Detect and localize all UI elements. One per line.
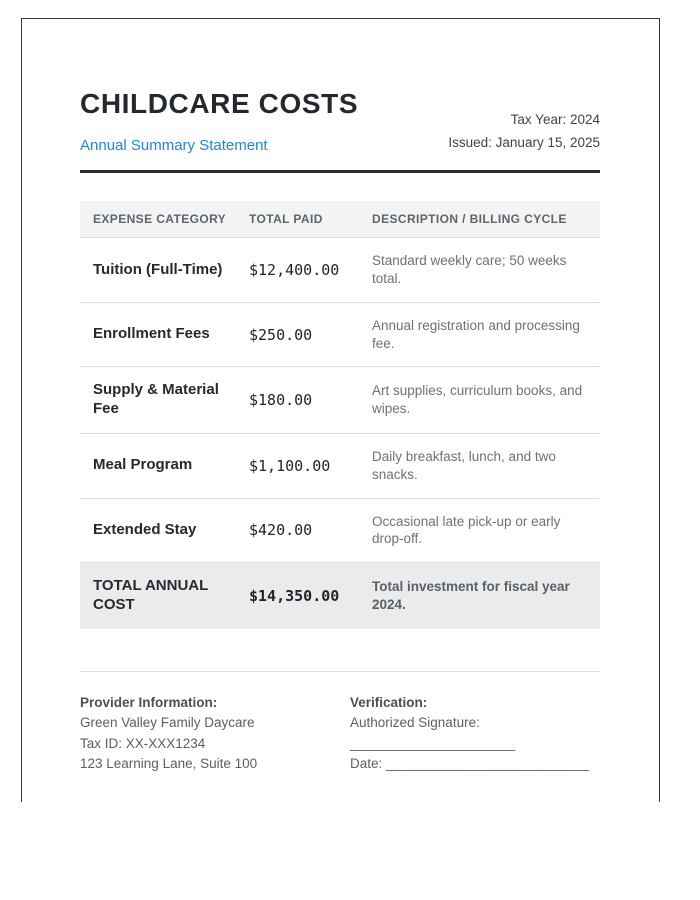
header-left <box>80 89 358 155</box>
expense-table <box>80 201 600 629</box>
total-label: TOTAL ANNUAL COST <box>80 563 245 629</box>
expense-category: Tuition (Full-Time) <box>93 260 223 278</box>
expense-category: Supply & Material Fee <box>80 367 245 434</box>
table-row <box>80 367 600 434</box>
document-page <box>21 18 660 802</box>
provider-info-block <box>80 693 350 775</box>
expense-amount: $250.00 <box>245 302 368 367</box>
expense-amount: $180.00 <box>245 367 368 434</box>
expense-category: Enrollment Fees <box>80 302 245 367</box>
table-row <box>80 238 600 303</box>
expense-description: Art supplies, curriculum books, and wipes. <box>368 367 600 434</box>
document-header <box>80 89 600 155</box>
header-divider <box>80 170 600 173</box>
table-header-row <box>80 201 600 238</box>
expense-amount: $1,100.00 <box>245 433 368 498</box>
col-header-total-paid: TOTAL PAID <box>245 201 368 238</box>
document-footer <box>80 693 600 775</box>
expense-category: Extended Stay <box>80 498 245 563</box>
expense-amount: $12,400.00 <box>249 261 340 279</box>
expense-description: Standard weekly care; 50 weeks total. <box>372 253 567 286</box>
date-line: ___________________________ <box>386 756 589 772</box>
provider-name: Green Valley Family Daycare <box>80 715 255 731</box>
table-row <box>80 302 600 367</box>
document-subtitle: Annual Summary Statement <box>80 137 268 154</box>
provider-info-heading: Provider Information: <box>80 694 218 710</box>
total-amount: $14,350.00 <box>245 563 368 629</box>
expense-description: Daily breakfast, lunch, and two snacks. <box>368 433 600 498</box>
footer-divider <box>80 671 600 672</box>
expense-description: Occasional late pick-up or early drop-off. <box>368 498 600 563</box>
total-row <box>80 563 600 629</box>
issued-date-label: Issued: January 15, 2025 <box>448 135 600 150</box>
authorized-signature-label: Authorized Signature: <box>350 715 480 731</box>
provider-address: 123 Learning Lane, Suite 100 <box>80 756 258 772</box>
tax-year-label: Tax Year: 2024 <box>510 112 600 127</box>
verification-heading: Verification: <box>350 694 428 710</box>
signature-line: ______________________ <box>350 735 516 751</box>
page-title: CHILDCARE COSTS <box>80 88 359 119</box>
col-header-expense-category: EXPENSE CATEGORY <box>80 201 245 238</box>
expense-amount: $420.00 <box>245 498 368 563</box>
header-meta <box>448 108 600 155</box>
date-label: Date: <box>350 756 383 772</box>
provider-tax-id: Tax ID: XX-XXX1234 <box>80 735 206 751</box>
total-description: Total investment for fiscal year 2024. <box>368 563 600 629</box>
expense-category: Meal Program <box>80 433 245 498</box>
expense-description: Annual registration and processing fee. <box>368 302 600 367</box>
table-row <box>80 433 600 498</box>
verification-block <box>350 693 600 775</box>
date-row <box>350 754 600 775</box>
table-row <box>80 498 600 563</box>
col-header-description: DESCRIPTION / BILLING CYCLE <box>368 201 600 238</box>
